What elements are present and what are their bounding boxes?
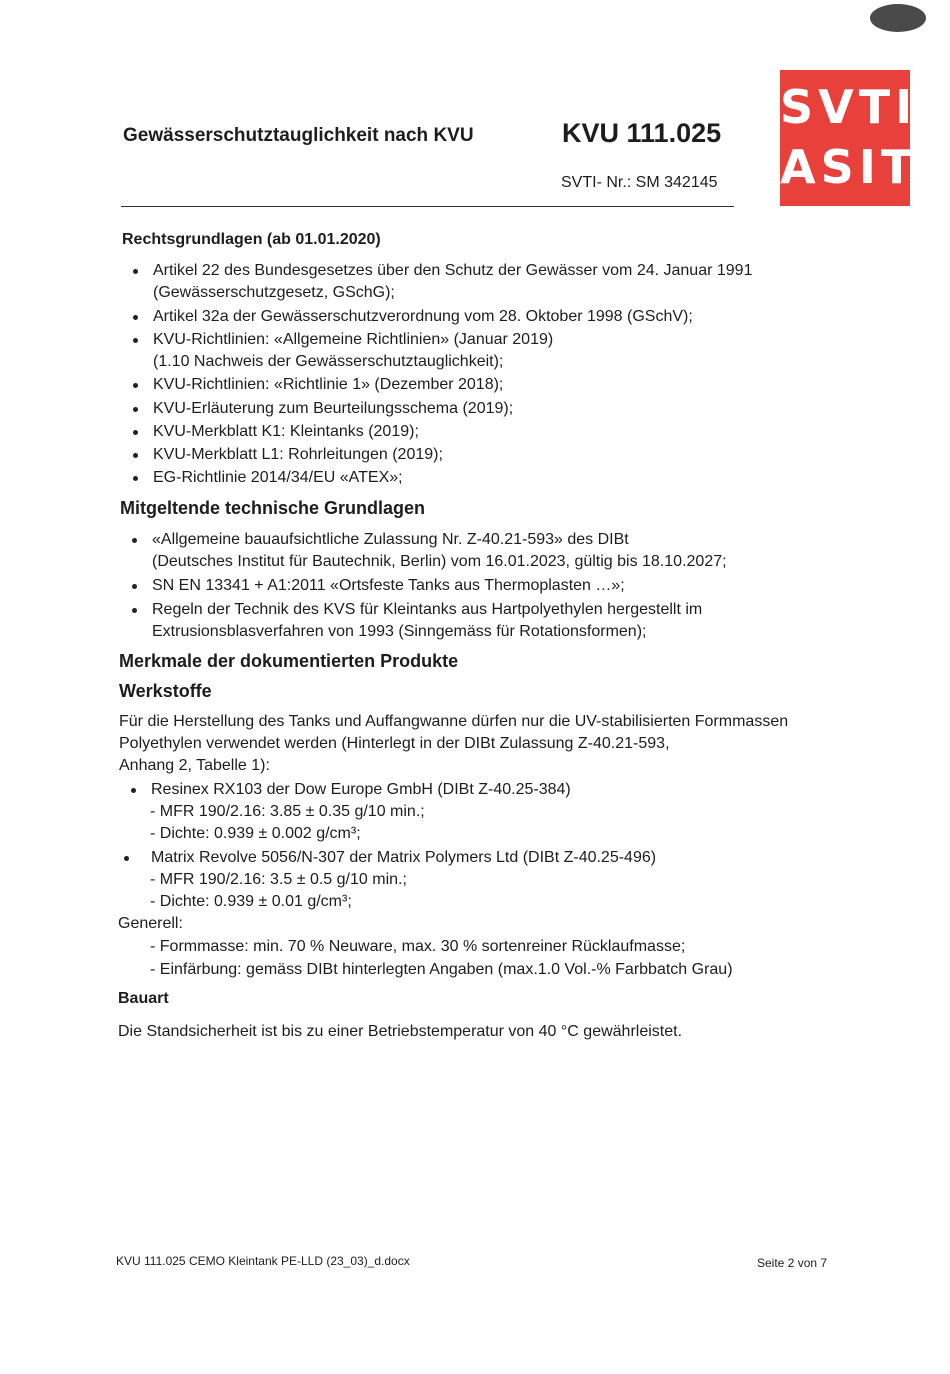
bullet-dot <box>133 453 138 458</box>
bullet-dot <box>133 430 138 435</box>
bullet-dot <box>132 608 137 613</box>
list-item-text: SN EN 13341 + A1:2011 «Ortsfeste Tanks aus Thermoplasten …»; <box>152 577 625 594</box>
bullet-dot <box>133 338 138 343</box>
list-item-continuation: (1.10 Nachweis der Gewässerschutztauglichkeit); <box>153 353 504 370</box>
subsection-heading-bauart: Bauart <box>118 990 169 1007</box>
material-spec: - Dichte: 0.939 ± 0.002 g/cm³; <box>150 825 361 842</box>
list-item-continuation: (Gewässerschutzgesetz, GSchG); <box>153 284 395 301</box>
list-item-text: Artikel 32a der Gewässerschutzverordnung vom 28. Oktober 1998 (GSchV); <box>153 308 693 325</box>
list-item-text: «Allgemeine bauaufsichtliche Zulassung Nr. Z-40.21-593» des DIBt <box>152 531 629 548</box>
list-item-text: EG-Richtlinie 2014/34/EU «ATEX»; <box>153 469 403 486</box>
list-item-continuation: (Deutsches Institut für Bautechnik, Berlin) vom 16.01.2023, gültig bis 18.10.2027; <box>152 553 727 570</box>
list-item-text: KVU-Merkblatt K1: Kleintanks (2019); <box>153 423 419 440</box>
footer-page-number: Seite 2 von 7 <box>757 1256 828 1270</box>
list-item-text: Regeln der Technik des KVS für Kleintanks aus Hartpolyethylen hergestellt im <box>152 601 703 618</box>
list-item-text: KVU-Richtlinien: «Richtlinie 1» (Dezember 2018); <box>153 376 504 393</box>
bullet-dot <box>124 856 129 861</box>
paragraph-line: Polyethylen verwendet werden (Hinterlegt in der DIBt Zulassung Z-40.21-593, <box>119 735 670 752</box>
bullet-dot <box>133 383 138 388</box>
generell-label: Generell: <box>118 915 183 932</box>
material-spec: - MFR 190/2.16: 3.85 ± 0.35 g/10 min.; <box>150 803 425 820</box>
section-heading-mitgeltende: Mitgeltende technische Grundlagen <box>120 498 426 518</box>
paragraph-line: Anhang 2, Tabelle 1): <box>119 757 270 774</box>
material-name: Resinex RX103 der Dow Europe GmbH (DIBt Z-40.25-384) <box>151 781 571 798</box>
generell-item: - Einfärbung: gemäss DIBt hinterlegten Angaben (max.1.0 Vol.-% Farbbatch Grau) <box>150 961 733 978</box>
logo-line-1: SVTI <box>780 80 918 134</box>
bullet-dot <box>133 476 138 481</box>
material-spec: - Dichte: 0.939 ± 0.01 g/cm³; <box>150 893 352 910</box>
generell-item: - Formmasse: min. 70 % Neuware, max. 30 % sortenreiner Rücklaufmasse; <box>150 938 686 955</box>
list-item-continuation: Extrusionsblasverfahren von 1993 (Sinngemäss für Rotationsformen); <box>152 623 647 640</box>
bullet-dot <box>131 788 136 793</box>
document-code: KVU 111.025 <box>562 118 722 148</box>
section-heading-merkmale: Merkmale der dokumentierten Produkte <box>119 651 459 671</box>
bullet-dot <box>132 538 137 543</box>
subsection-heading-werkstoffe: Werkstoffe <box>119 681 212 701</box>
bullet-dot <box>133 269 138 274</box>
logo-line-2: ASIT <box>780 140 918 194</box>
material-name: Matrix Revolve 5056/N-307 der Matrix Polymers Ltd (DIBt Z-40.25-496) <box>151 849 657 866</box>
bullet-dot <box>133 315 138 320</box>
bauart-text: Die Standsicherheit ist bis zu einer Betriebstemperatur von 40 °C gewährleistet. <box>118 1023 683 1040</box>
list-item-text: KVU-Merkblatt L1: Rohrleitungen (2019); <box>153 446 443 463</box>
svti-number: SVTI- Nr.: SM 342145 <box>561 174 718 191</box>
paragraph-line: Für die Herstellung des Tanks und Auffangwanne dürfen nur die UV-stabilisierten Formmassen <box>119 713 789 730</box>
list-item-text: KVU-Erläuterung zum Beurteilungsschema (2019); <box>153 400 514 417</box>
svti-asit-logo <box>780 70 918 206</box>
bullet-dot <box>132 584 137 589</box>
document-title: Gewässerschutztauglichkeit nach KVU <box>123 125 474 146</box>
punch-hole <box>870 4 926 32</box>
bullet-dot <box>133 407 138 412</box>
header-divider <box>121 206 734 207</box>
material-spec: - MFR 190/2.16: 3.5 ± 0.5 g/10 min.; <box>150 871 407 888</box>
section-heading-rechtsgrundlagen: Rechtsgrundlagen (ab 01.01.2020) <box>122 231 381 248</box>
list-item-text: Artikel 22 des Bundesgesetzes über den Schutz der Gewässer vom 24. Januar 1991 <box>153 262 753 279</box>
list-item-text: KVU-Richtlinien: «Allgemeine Richtlinien» (Januar 2019) <box>153 331 554 348</box>
footer-filename: KVU 111.025 CEMO Kleintank PE-LLD (23_03)_d.docx <box>116 1254 410 1268</box>
